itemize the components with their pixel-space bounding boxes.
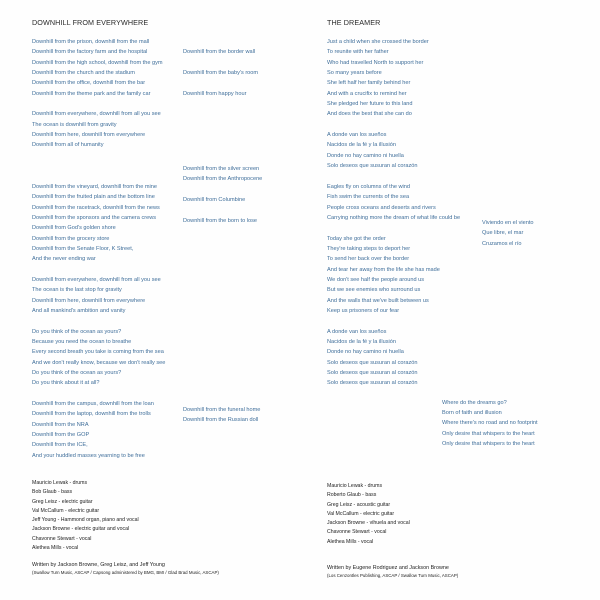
lyric-line: Downhill from the prison, downhill from the mall <box>32 39 150 45</box>
lyric-line: And your huddled masses yearning to be free <box>32 452 145 459</box>
credit-line: Alethea Mills - vocal <box>32 545 79 552</box>
lyric-line: Do you think about it at all? <box>32 380 100 387</box>
lyric-line: Downhill from the theme park and the family car <box>32 90 151 97</box>
lyric-line: But we see enemies who surround us <box>327 287 421 294</box>
lyric-line: Who had travelled North to support her <box>327 59 424 66</box>
credit-line: Bob Glaub - bass <box>32 489 73 496</box>
lyric-line: Que libre, el mar <box>482 230 524 237</box>
lyric-line: Nacidos de la fé y la illusión <box>327 142 397 149</box>
lyric-line: Downhill from the Senate Floor, K Street, <box>32 245 134 252</box>
lyric-line: Today she got the order <box>327 235 386 242</box>
lyric-line: People cross oceans and deserts and rivers <box>327 204 436 211</box>
lyric-line: Downhill from here, downhill from everywhere <box>32 132 146 139</box>
lyric-line: A donde van los sueños <box>327 132 387 139</box>
lyric-line: So many years before <box>327 70 382 77</box>
lyric-line: Downhill from God's golden shore <box>32 225 116 232</box>
lyric-line: Every second breath you take is coming from the sea <box>32 349 164 356</box>
stanza-gap <box>32 171 182 181</box>
lyric-line <box>183 58 258 68</box>
lyrics-right-side-a <box>482 218 534 249</box>
lyric-line: Downhill from the high school, downhill from the gym <box>32 59 163 66</box>
lyric-line: She pledged her future to this land <box>327 101 413 108</box>
lyric-line: To send her back over the border <box>327 256 410 263</box>
lyrics-left-side-b <box>183 164 262 226</box>
writer-credit-left <box>32 561 219 576</box>
stanza-gap <box>327 171 477 181</box>
lyric-line: Solo deseos que susuran al corazón <box>327 380 418 387</box>
lyric-line: Because you need the ocean to breathe <box>32 338 132 345</box>
lyrics-left-side-a <box>183 47 258 99</box>
lyric-line: Only desire that whispers to the heart <box>442 440 535 447</box>
lyric-line: Downhill from the GOP <box>32 432 90 439</box>
lyric-line: Downhill from everywhere, downhill from all you see <box>32 111 161 118</box>
stanza-gap <box>32 151 182 161</box>
stanza-gap <box>32 99 182 109</box>
lyric-line: Do you think of the ocean as yours? <box>32 370 122 376</box>
lyric-line: Downhill from here, downhill from everywhere <box>32 297 146 304</box>
lyric-line: Downhill from the fruited plain and the bottom line <box>32 194 155 201</box>
lyric-line: Downhill from the baby's room <box>183 70 259 77</box>
stanza-gap <box>327 120 477 130</box>
credit-line: Mauricio Lewak - drums <box>327 483 383 489</box>
lyric-line: Downhill from the grocery store <box>32 235 110 242</box>
lyric-line: Only desire that whispers to the heart <box>442 430 535 437</box>
credit-line: Alethea Mills - vocal <box>327 538 374 545</box>
lyric-line: We don't see half the people around us <box>327 276 425 283</box>
credit-line: Chavonne Stewart - vocal <box>327 529 387 536</box>
lyric-line: Born of faith and illusion <box>442 409 502 416</box>
credits-left <box>32 479 139 553</box>
lyric-line: Downhill from everywhere, downhill from all you see <box>32 276 161 283</box>
lyric-line: Downhill from the church and the stadium <box>32 70 135 77</box>
publisher-right: (Los Cenzontles Publishing, ASCAP / Swallow Turn Music, ASCAP) <box>327 573 459 578</box>
stanza-gap <box>32 161 182 171</box>
lyric-line: Where do the dreams go? <box>442 399 507 406</box>
credit-line: Roberto Glaub - bass <box>327 492 377 499</box>
lyric-line: Solo deseos que susuran al corazón <box>327 163 418 170</box>
lyric-line: Just a child when she crossed the border <box>327 39 429 45</box>
lyric-line: And with a crucifix to remind her <box>327 90 407 97</box>
lyric-line: Donde no hay camino ni huella <box>327 349 404 356</box>
lyric-line: Downhill from the factory farm and the hospital <box>32 49 148 56</box>
stanza-gap <box>32 389 182 399</box>
lyric-line: Downhill from the born to lose <box>183 217 257 224</box>
lyric-line: Downhill from all of humanity <box>32 142 104 149</box>
lyric-line: And tear her away from the life she has made <box>327 266 440 273</box>
lyric-line: And the walls that we've built between us <box>327 297 429 304</box>
lyric-line: Keep us prisoners of our fear <box>327 307 400 314</box>
lyrics-right-main <box>327 37 477 389</box>
lyrics-left-main <box>32 37 182 461</box>
lyric-line: Downhill from the campus, downhill from the loan <box>32 401 154 408</box>
stanza-gap <box>327 316 477 326</box>
lyric-line: The ocean is downhill from gravity <box>32 121 117 128</box>
lyric-line: Downhill from the Russian doll <box>183 417 259 424</box>
lyric-line <box>183 78 258 88</box>
credits-right <box>327 482 410 547</box>
lyric-line: Do you think of the ocean as yours? <box>32 328 122 335</box>
credit-line: Val McCallum - electric guitar <box>32 507 100 514</box>
credit-line: Val McCallum - electric guitar <box>327 510 395 517</box>
stanza-gap <box>32 316 182 326</box>
credit-line: Chavonne Stewart - vocal <box>32 535 92 542</box>
lyric-line: Downhill from the silver screen <box>183 166 260 172</box>
credit-line: Jeff Young - Hammond organ, piano and vocal <box>32 517 139 524</box>
lyric-line: Donde no hay camino ni huella <box>327 152 404 159</box>
stanza-gap <box>32 265 182 275</box>
writer-right: Written by Eugene Rodriguez and Jackson Browne <box>327 565 449 571</box>
lyric-line: And the never ending war <box>32 256 96 263</box>
lyric-line: Downhill from the office, downhill from the bar <box>32 80 146 87</box>
lyric-line: She left half her family behind her <box>327 80 411 87</box>
lyrics-right-side-b <box>442 398 538 450</box>
lyric-line: And all mankind's ambition and vanity <box>32 307 126 314</box>
song-title-right: THE DREAMER <box>327 18 381 27</box>
lyric-line: They're taking steps to deport her <box>327 245 411 252</box>
lyric-line: Downhill from the sponsors and the camera crews <box>32 214 157 221</box>
credit-line: Jackson Browne - electric guitar and vocal <box>32 526 130 533</box>
lyric-line: Downhill from the funeral home <box>183 407 261 413</box>
lyric-line: A donde van los sueños <box>327 328 387 335</box>
lyrics-left-side-c <box>183 405 260 426</box>
publisher-left: (Swallow Turn Music, ASCAP / Capsong administered by BMG, BMI / Glad Brad Music, ASCAP) <box>32 570 219 575</box>
lyric-line: The ocean is the last stop for gravity <box>32 287 122 294</box>
lyric-line: Cruzamos el río <box>482 240 522 247</box>
lyric-line: Fish swim the currents of the sea <box>327 194 410 201</box>
lyric-line: Downhill from the laptop, downhill from the trolls <box>32 411 151 418</box>
lyric-line: Where there's no road and no footprint <box>442 420 538 427</box>
lyric-line: Downhill from the Anthropocene <box>183 176 263 183</box>
lyric-line: Solo deseos que susuran al corazón <box>327 370 418 376</box>
lyric-line: Solo deseos que susuran al corazón <box>327 359 418 366</box>
credit-line: Mauricio Lewak - drums <box>32 480 88 486</box>
lyric-line: To reunite with her father <box>327 49 389 56</box>
lyric-line: Downhill from happy hour <box>183 90 247 97</box>
credit-line: Jackson Browne - vihuela and vocal <box>327 520 410 527</box>
lyric-line: Downhill from Columbine <box>183 197 246 204</box>
lyric-line <box>183 185 262 195</box>
writer-left: Written by Jackson Browne, Greg Leisz, and Jeff Young <box>32 562 165 568</box>
lyric-line: Downhill from the NRA <box>32 421 89 428</box>
lyric-line: Eagles fly on columns of the wind <box>327 183 411 190</box>
lyric-line: Viviendo en el viento <box>482 220 534 226</box>
lyric-line: Downhill from the vineyard, downhill from the mine <box>32 183 157 190</box>
writer-credit-right <box>327 564 458 579</box>
credit-line: Greg Leisz - acoustic guitar <box>327 501 391 508</box>
song-title-left: DOWNHILL FROM EVERYWHERE <box>32 18 149 27</box>
lyric-line <box>183 205 262 215</box>
credit-line: Greg Leisz - electric guitar <box>32 498 93 505</box>
lyric-line: And does the best that she can do <box>327 111 412 118</box>
lyric-line: And we don't really know, because we don't really see <box>32 359 166 366</box>
lyric-line: Nacidos de la fé y la illusión <box>327 338 397 345</box>
lyric-line: Carrying nothing more the dream of what life could be <box>327 214 461 221</box>
lyric-line: Downhill from the border wall <box>183 49 256 56</box>
stanza-gap <box>327 223 477 233</box>
lyric-line: Downhill from the ICE, <box>32 442 88 449</box>
lyric-line: Downhill from the racetrack, downhill from the news <box>32 204 160 211</box>
